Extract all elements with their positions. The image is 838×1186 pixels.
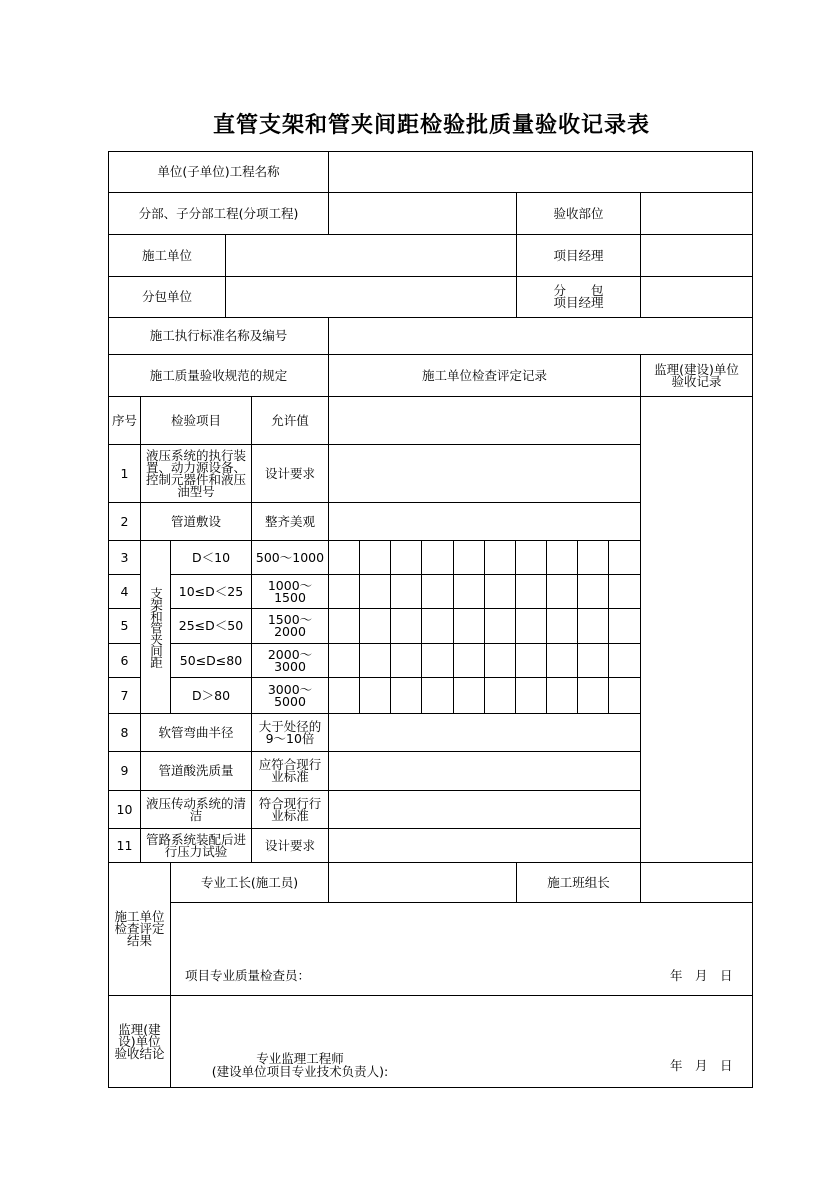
measurement-cell[interactable] [608,608,641,644]
row-no-text: 10 [116,801,133,817]
project-name-field[interactable] [328,151,753,193]
row-item-text: 管道酸洗质量 [158,763,234,778]
row-item [140,502,252,541]
row-no-text: 4 [120,583,129,599]
measurement-cell[interactable] [484,608,516,644]
row-no [108,751,141,791]
row-item-text: 软管弯曲半径 [158,724,234,740]
row-allowed [251,643,329,678]
group-label-text: 支架和管夹间距 [148,586,164,668]
construction-unit-label [108,234,226,277]
row-allowed [251,677,329,714]
date-label: 年 月 日 [670,968,733,983]
measurement-cell[interactable] [390,643,422,678]
row-allowed [251,540,329,575]
row-item-text: 液压系统的执行装置、动力源设备、控制元器件和液压油型号 [145,447,246,499]
row-allowed-text: 整齐美观 [264,513,315,529]
subcontractor-label-text: 分包单位 [141,289,192,304]
row-allowed-text: 设计要求 [264,465,315,481]
row-item [170,643,252,678]
row-item [140,444,252,503]
foreman-label-text: 专业工长(施工员) [200,874,299,890]
row-item [140,790,252,829]
measurement-cell[interactable] [359,643,391,678]
row-item-text: 管路系统装配后进行压力试验 [145,831,246,859]
spec-label-text: 施工质量验收规范的规定 [149,367,288,383]
inspector-label: 项目专业质量检查员： [185,968,311,983]
record-cell[interactable] [328,751,641,791]
measurement-cell[interactable] [390,677,422,714]
record-field[interactable] [328,396,641,445]
standard-label [108,317,329,355]
row-no-text: 6 [120,652,129,668]
group-label [140,540,171,714]
row-item-text: 50≤D≤80 [179,652,243,668]
row-item-text: 液压传动系统的清洁 [145,795,246,823]
row-item-text: D＞80 [191,687,231,703]
row-allowed [251,608,329,644]
row-allowed-text: 设计要求 [264,837,315,853]
team-leader-label-text: 施工班组长 [547,874,610,890]
row-allowed [251,828,329,863]
measurement-cell[interactable] [608,677,641,714]
measurement-cell[interactable] [453,643,485,678]
measurement-cell[interactable] [328,540,360,575]
measurement-cell[interactable] [421,677,454,714]
column-no [108,396,141,445]
measurement-cell[interactable] [359,608,391,644]
project-name-label [108,151,329,193]
measurement-cell[interactable] [515,677,547,714]
row-item-text: D＜10 [191,549,231,565]
row-allowed-text: 符合现行行 业标准 [258,795,322,823]
measurement-cell[interactable] [608,574,641,609]
row-allowed [251,444,329,503]
supervisor-engineer-label: 专业监理工程师 (建设单位项目专业技术负责人): [211,1051,389,1079]
measurement-cell[interactable] [390,608,422,644]
row-allowed-text: 3000～5000 [267,681,313,709]
row-no-text: 1 [120,465,129,481]
row-no-text: 2 [120,513,129,529]
subproject-field[interactable] [328,192,517,235]
row-allowed [251,790,329,829]
row-no [108,502,141,541]
measurement-cell[interactable] [515,574,547,609]
subcontract-manager-field[interactable] [640,276,753,318]
team-leader-label [516,862,641,903]
team-leader-field[interactable] [640,862,753,903]
row-no [108,574,141,609]
row-allowed-text: 2000～3000 [267,646,313,674]
acceptance-part-label [516,192,641,235]
spec-label [108,354,329,397]
subproject-label-text: 分部、子分部工程(分项工程) [138,205,299,221]
standard-label-text: 施工执行标准名称及编号 [149,328,288,343]
measurement-cell[interactable] [453,608,485,644]
row-item [170,574,252,609]
acceptance-part-label-text: 验收部位 [553,205,604,221]
row-no-text: 3 [120,549,129,565]
construction-unit-label-text: 施工单位 [141,247,192,263]
measurement-cell[interactable] [421,608,454,644]
measurement-cell[interactable] [577,540,609,575]
standard-field[interactable] [328,317,753,355]
measurement-cell[interactable] [608,540,641,575]
row-allowed [251,751,329,791]
row-allowed-text: 500～1000 [255,549,325,565]
row-allowed [251,502,329,541]
foreman-label [170,862,329,903]
record-cell[interactable] [328,444,641,503]
row-allowed-text: 大于处径的 9～10倍 [258,718,322,746]
subproject-label [108,192,329,235]
measurement-cell[interactable] [546,574,578,609]
measurement-cell[interactable] [577,574,609,609]
construction-record-label [328,354,641,397]
supervisor-conclusion-label [108,995,171,1088]
record-cell[interactable] [328,502,641,541]
measurement-cell[interactable] [546,643,578,678]
row-allowed-text: 1500～2000 [267,612,313,639]
measurement-cell[interactable] [328,643,360,678]
row-item [170,540,252,575]
measurement-cell[interactable] [577,677,609,714]
measurement-cell[interactable] [546,540,578,575]
measurement-cell[interactable] [484,677,516,714]
measurement-cell[interactable] [577,608,609,644]
row-no [108,790,141,829]
measurement-cell[interactable] [515,643,547,678]
measurement-cell[interactable] [328,608,360,644]
measurement-cell[interactable] [515,540,547,575]
project-manager-field[interactable] [640,234,753,277]
row-item-text: 10≤D＜25 [178,583,244,599]
project-manager-label [516,234,641,277]
subcontractor-label [108,276,226,318]
column-item-text: 检验项目 [170,412,221,428]
column-item [140,396,252,445]
supervisor-record-label [640,354,753,397]
measurement-cell[interactable] [484,574,516,609]
date-label-2: 年 月 日 [670,1058,733,1073]
measurement-cell[interactable] [546,608,578,644]
row-allowed [251,713,329,752]
row-no [108,713,141,752]
subcontract-manager-label-text: 分 包 项目经理 [553,283,604,310]
row-item [140,751,252,791]
column-allowed [251,396,329,445]
row-item [170,677,252,714]
measurement-cell[interactable] [453,574,485,609]
construction-result-label [108,862,171,996]
project-manager-label-text: 项目经理 [553,247,604,263]
row-no-text: 8 [120,724,129,740]
measurement-cell[interactable] [359,574,391,609]
record-cell[interactable] [328,713,641,752]
project-name-label-text: 单位(子单位)工程名称 [157,164,280,179]
supervisor-record-field[interactable] [640,396,753,863]
subcontract-manager-label [516,276,641,318]
construction-record-label-text: 施工单位检查评定记录 [421,367,547,383]
row-no [108,540,141,575]
form-title: 直管支架和管夹间距检验批质量验收记录表 [212,112,650,138]
measurement-cell[interactable] [515,608,547,644]
record-cell[interactable] [328,828,641,863]
row-no [108,444,141,503]
row-item [140,828,252,863]
row-no-text: 5 [120,618,129,633]
row-no-text: 11 [116,837,133,853]
row-item [140,713,252,752]
measurement-cell[interactable] [390,540,422,575]
measurement-cell[interactable] [390,574,422,609]
construction-result-label-text: 施工单位 检查评定 结果 [114,909,165,948]
supervisor-conclusion-label-text: 监理(建 设)单位 验收结论 [114,1021,165,1061]
column-allowed-text: 允许值 [271,412,309,428]
row-no [108,828,141,863]
row-no [108,643,141,678]
row-no-text: 7 [120,687,129,703]
row-item [170,608,252,644]
construction-unit-field[interactable] [225,234,517,277]
subcontractor-field[interactable] [225,276,517,318]
row-no [108,677,141,714]
measurement-cell[interactable] [359,540,391,575]
record-cell[interactable] [328,790,641,829]
measurement-cell[interactable] [453,540,485,575]
foreman-field[interactable] [328,862,517,903]
measurement-cell[interactable] [421,643,454,678]
row-item-text: 25≤D＜50 [178,618,244,633]
measurement-cell[interactable] [484,643,516,678]
row-allowed [251,574,329,609]
measurement-cell[interactable] [328,574,360,609]
column-no-text: 序号 [111,412,137,428]
row-allowed-text: 应符合现行 业标准 [258,757,322,784]
measurement-cell[interactable] [421,574,454,609]
measurement-cell[interactable] [359,677,391,714]
measurement-cell[interactable] [577,643,609,678]
measurement-cell[interactable] [421,540,454,575]
row-no [108,608,141,644]
row-item-text: 管道敷设 [170,513,221,529]
row-no-text: 9 [120,763,129,778]
acceptance-part-field[interactable] [640,192,753,235]
measurement-cell[interactable] [608,643,641,678]
measurement-cell[interactable] [453,677,485,714]
supervisor-record-label-text: 监理(建设)单位 验收记录 [654,361,739,389]
measurement-cell[interactable] [328,677,360,714]
row-allowed-text: 1000～1500 [267,577,313,605]
measurement-cell[interactable] [484,540,516,575]
measurement-cell[interactable] [546,677,578,714]
